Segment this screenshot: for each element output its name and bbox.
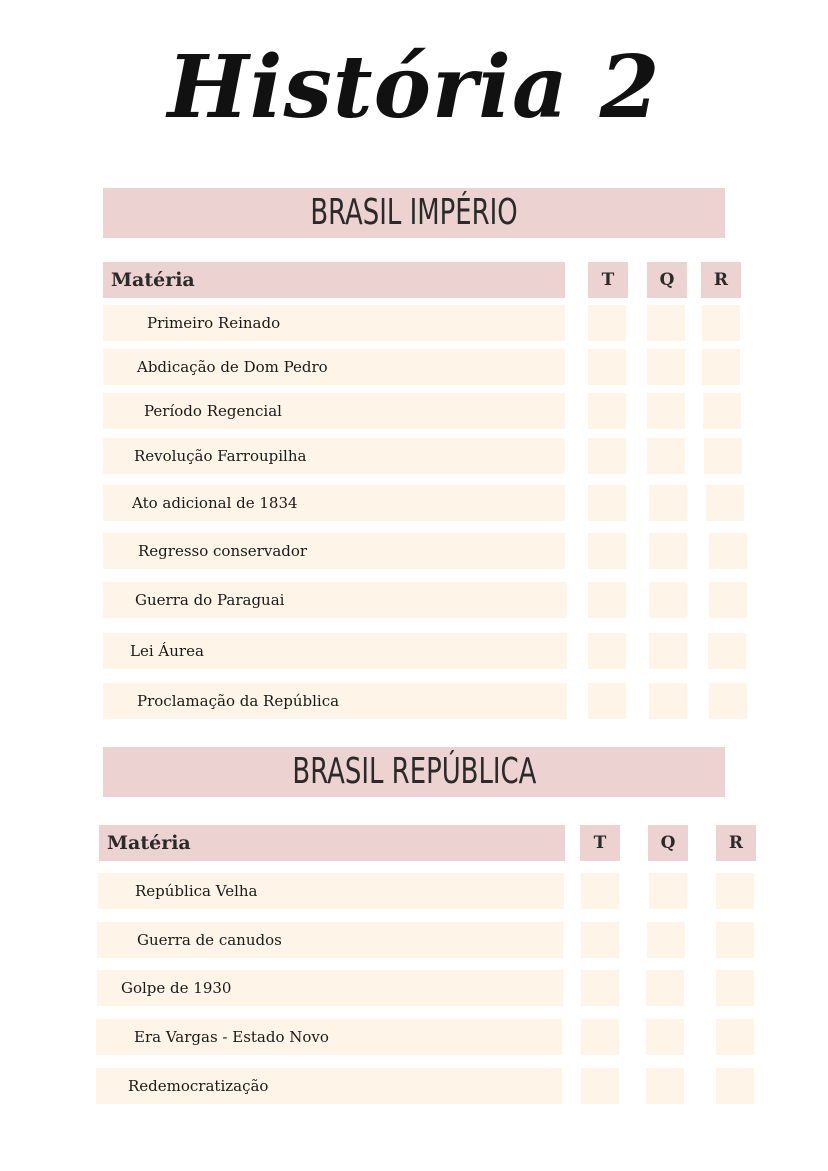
- check-box-r[interactable]: [709, 533, 747, 569]
- check-box-q[interactable]: [649, 485, 687, 521]
- check-box-t[interactable]: [581, 1019, 619, 1055]
- check-box-t[interactable]: [588, 582, 626, 618]
- check-box-t[interactable]: [588, 683, 626, 719]
- check-box-q[interactable]: [649, 582, 687, 618]
- check-box-r[interactable]: [703, 393, 741, 429]
- subject-row-label: Guerra de canudos: [97, 922, 563, 958]
- check-box-q[interactable]: [647, 349, 685, 385]
- check-box-t[interactable]: [581, 1068, 619, 1104]
- subject-row-label: Período Regencial: [103, 393, 565, 429]
- check-box-q[interactable]: [646, 1019, 684, 1055]
- check-box-q[interactable]: [649, 873, 687, 909]
- subject-row-label: Ato adicional de 1834: [103, 485, 565, 521]
- subject-row-label: Era Vargas - Estado Novo: [96, 1019, 562, 1055]
- check-box-q[interactable]: [649, 633, 687, 669]
- check-box-q[interactable]: [647, 393, 685, 429]
- check-box-r[interactable]: [709, 582, 747, 618]
- check-box-r[interactable]: [708, 633, 746, 669]
- check-box-t[interactable]: [581, 922, 619, 958]
- check-box-q[interactable]: [647, 922, 685, 958]
- check-box-q[interactable]: [647, 438, 685, 474]
- check-box-r[interactable]: [716, 970, 754, 1006]
- check-box-r[interactable]: [716, 873, 754, 909]
- subject-row-label: Abdicação de Dom Pedro: [103, 349, 565, 385]
- section-heading-republica: BRASIL REPÚBLICA: [103, 747, 725, 797]
- subject-row-label: Proclamação da República: [103, 683, 567, 719]
- check-box-t[interactable]: [588, 349, 626, 385]
- check-box-q[interactable]: [646, 1068, 684, 1104]
- check-box-t[interactable]: [588, 485, 626, 521]
- subject-column-header: Matéria: [99, 825, 565, 861]
- check-box-t[interactable]: [588, 533, 626, 569]
- column-header-t: T: [588, 262, 628, 298]
- check-box-r[interactable]: [716, 1068, 754, 1104]
- check-box-t[interactable]: [588, 393, 626, 429]
- subject-row-label: República Velha: [98, 873, 564, 909]
- subject-row-label: Lei Áurea: [103, 633, 567, 669]
- check-box-t[interactable]: [588, 633, 626, 669]
- check-box-t[interactable]: [588, 438, 626, 474]
- subject-row-label: Guerra do Paraguai: [103, 582, 567, 618]
- check-box-r[interactable]: [709, 683, 747, 719]
- check-box-r[interactable]: [716, 1019, 754, 1055]
- subject-row-label: Redemocratização: [96, 1068, 562, 1104]
- subject-column-header: Matéria: [103, 262, 565, 298]
- column-header-t: T: [580, 825, 620, 861]
- check-box-r[interactable]: [716, 922, 754, 958]
- subject-row-label: Revolução Farroupilha: [103, 438, 565, 474]
- check-box-r[interactable]: [702, 305, 740, 341]
- section-heading-imperio: BRASIL IMPÉRIO: [103, 188, 725, 238]
- check-box-q[interactable]: [649, 683, 687, 719]
- column-header-q: Q: [648, 825, 688, 861]
- check-box-r[interactable]: [704, 438, 742, 474]
- check-box-q[interactable]: [649, 533, 687, 569]
- subject-row-label: Golpe de 1930: [97, 970, 563, 1006]
- check-box-r[interactable]: [702, 349, 740, 385]
- column-header-r: R: [701, 262, 741, 298]
- page-title: História 2: [167, 37, 661, 138]
- subject-row-label: Regresso conservador: [103, 533, 565, 569]
- check-box-t[interactable]: [588, 305, 626, 341]
- check-box-q[interactable]: [646, 970, 684, 1006]
- check-box-t[interactable]: [581, 873, 619, 909]
- check-box-q[interactable]: [647, 305, 685, 341]
- column-header-r: R: [716, 825, 756, 861]
- column-header-q: Q: [647, 262, 687, 298]
- check-box-r[interactable]: [706, 485, 744, 521]
- subject-row-label: Primeiro Reinado: [103, 305, 565, 341]
- check-box-t[interactable]: [581, 970, 619, 1006]
